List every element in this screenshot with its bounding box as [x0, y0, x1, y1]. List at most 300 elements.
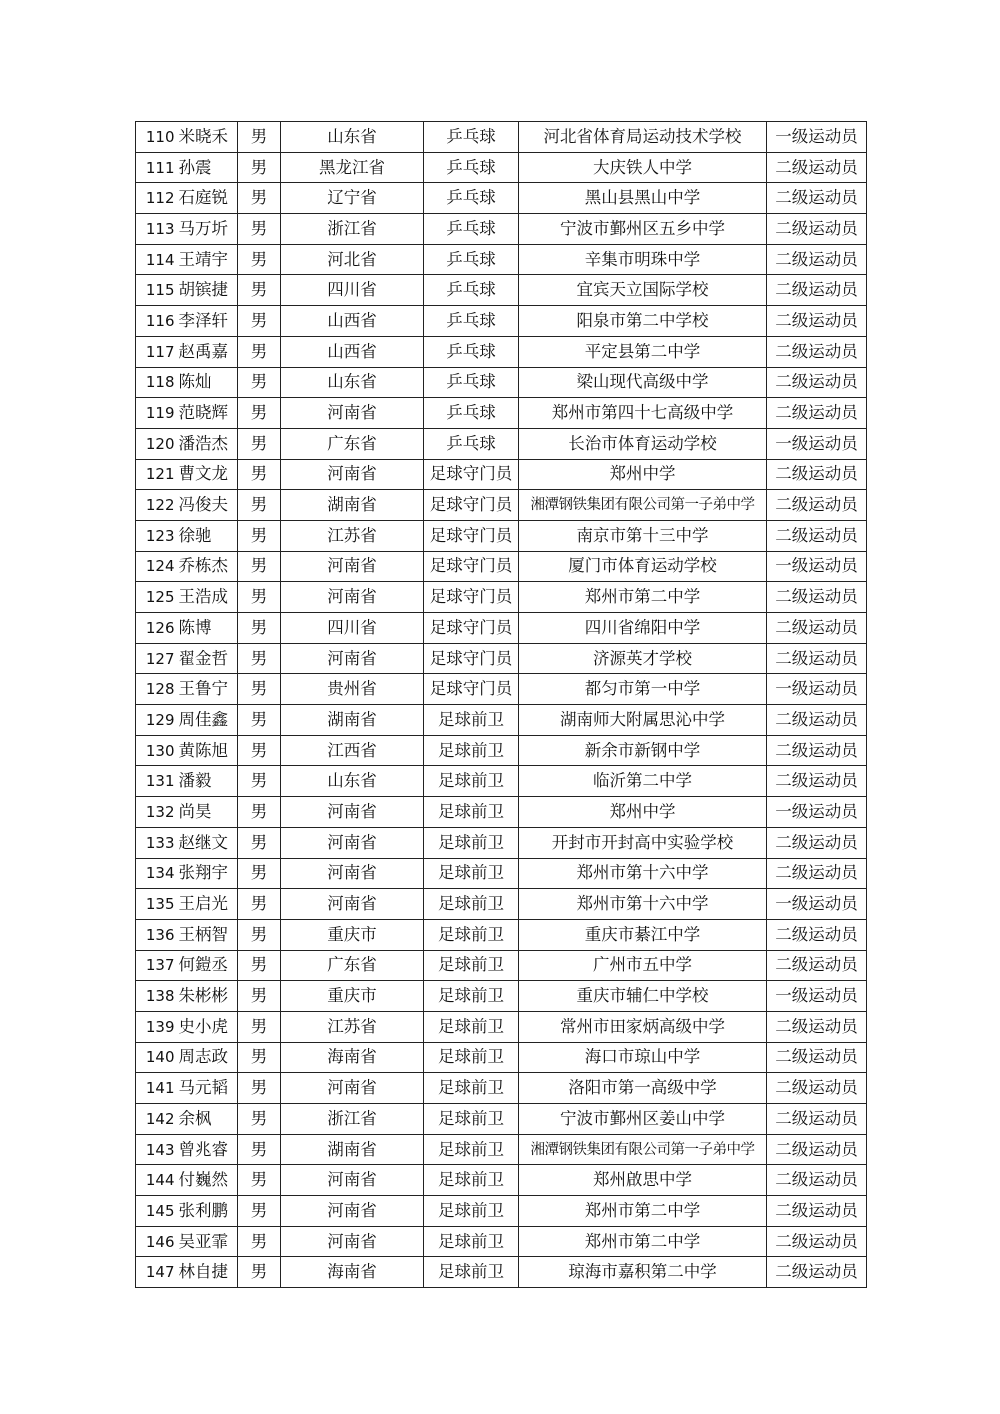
athlete-sport: 足球前卫 — [424, 735, 519, 766]
row-number: 117 — [136, 336, 179, 367]
roster-body — [136, 122, 867, 1288]
table-row — [136, 428, 867, 459]
row-number: 119 — [136, 398, 179, 429]
athlete-sport: 足球前卫 — [424, 1257, 519, 1288]
athlete-sport: 乒乓球 — [424, 152, 519, 183]
athlete-level: 二级运动员 — [767, 183, 867, 214]
row-number: 138 — [136, 981, 179, 1012]
athlete-province: 山东省 — [281, 766, 424, 797]
athlete-name: 范晓辉 — [179, 398, 238, 429]
athlete-province: 河北省 — [281, 244, 424, 275]
athlete-school: 湘潭钢铁集团有限公司第一子弟中学 — [519, 1134, 767, 1165]
athlete-gender: 男 — [238, 889, 281, 920]
row-number: 135 — [136, 889, 179, 920]
row-number: 112 — [136, 183, 179, 214]
athlete-province: 重庆市 — [281, 919, 424, 950]
athlete-province: 山东省 — [281, 122, 424, 153]
athlete-roster-table — [135, 121, 867, 1288]
athlete-sport: 足球守门员 — [424, 674, 519, 705]
athlete-school: 郑州中学 — [519, 797, 767, 828]
athlete-gender: 男 — [238, 214, 281, 245]
row-number: 122 — [136, 490, 179, 521]
table-row — [136, 398, 867, 429]
athlete-province: 江苏省 — [281, 520, 424, 551]
row-number: 133 — [136, 827, 179, 858]
athlete-name: 孙震 — [179, 152, 238, 183]
row-number: 113 — [136, 214, 179, 245]
table-row — [136, 490, 867, 521]
athlete-gender: 男 — [238, 183, 281, 214]
athlete-level: 一级运动员 — [767, 674, 867, 705]
athlete-province: 海南省 — [281, 1042, 424, 1073]
athlete-name: 陈博 — [179, 613, 238, 644]
table-row — [136, 122, 867, 153]
athlete-gender: 男 — [238, 582, 281, 613]
athlete-province: 河南省 — [281, 398, 424, 429]
row-number: 136 — [136, 919, 179, 950]
table-row — [136, 214, 867, 245]
athlete-school: 阳泉市第二中学校 — [519, 306, 767, 337]
athlete-school: 重庆市綦江中学 — [519, 919, 767, 950]
table-row — [136, 1134, 867, 1165]
athlete-province: 河南省 — [281, 827, 424, 858]
athlete-level: 二级运动员 — [767, 336, 867, 367]
row-number: 145 — [136, 1196, 179, 1227]
athlete-gender: 男 — [238, 1011, 281, 1042]
athlete-school: 湖南师大附属思沁中学 — [519, 705, 767, 736]
athlete-school: 宁波市鄞州区五乡中学 — [519, 214, 767, 245]
athlete-sport: 足球守门员 — [424, 490, 519, 521]
table-row — [136, 1011, 867, 1042]
table-row — [136, 275, 867, 306]
athlete-name: 余枫 — [179, 1104, 238, 1135]
row-number: 147 — [136, 1257, 179, 1288]
athlete-gender: 男 — [238, 428, 281, 459]
athlete-gender: 男 — [238, 551, 281, 582]
athlete-name: 徐驰 — [179, 520, 238, 551]
table-row — [136, 1073, 867, 1104]
row-number: 114 — [136, 244, 179, 275]
athlete-sport: 乒乓球 — [424, 183, 519, 214]
athlete-sport: 足球前卫 — [424, 705, 519, 736]
athlete-level: 一级运动员 — [767, 981, 867, 1012]
row-number: 130 — [136, 735, 179, 766]
athlete-sport: 足球守门员 — [424, 551, 519, 582]
table-row — [136, 367, 867, 398]
athlete-school: 济源英才学校 — [519, 643, 767, 674]
athlete-sport: 足球前卫 — [424, 797, 519, 828]
athlete-province: 河南省 — [281, 551, 424, 582]
athlete-name: 何鎧丞 — [179, 950, 238, 981]
athlete-name: 马元韬 — [179, 1073, 238, 1104]
athlete-gender: 男 — [238, 735, 281, 766]
athlete-name: 李泽轩 — [179, 306, 238, 337]
athlete-school: 南京市第十三中学 — [519, 520, 767, 551]
athlete-level: 二级运动员 — [767, 1196, 867, 1227]
athlete-school: 辛集市明珠中学 — [519, 244, 767, 275]
row-number: 132 — [136, 797, 179, 828]
athlete-sport: 乒乓球 — [424, 214, 519, 245]
athlete-province: 四川省 — [281, 613, 424, 644]
athlete-level: 二级运动员 — [767, 244, 867, 275]
athlete-school: 郑州市第四十七高级中学 — [519, 398, 767, 429]
athlete-school: 开封市开封高中实验学校 — [519, 827, 767, 858]
athlete-name: 王启光 — [179, 889, 238, 920]
athlete-sport: 足球前卫 — [424, 981, 519, 1012]
athlete-province: 江苏省 — [281, 1011, 424, 1042]
athlete-gender: 男 — [238, 766, 281, 797]
athlete-name: 米晓禾 — [179, 122, 238, 153]
row-number: 120 — [136, 428, 179, 459]
athlete-gender: 男 — [238, 490, 281, 521]
table-row — [136, 336, 867, 367]
athlete-gender: 男 — [238, 1257, 281, 1288]
athlete-gender: 男 — [238, 306, 281, 337]
athlete-name: 张利鹏 — [179, 1196, 238, 1227]
row-number: 115 — [136, 275, 179, 306]
row-number: 134 — [136, 858, 179, 889]
table-row — [136, 889, 867, 920]
athlete-province: 河南省 — [281, 643, 424, 674]
athlete-school: 郑州市第二中学 — [519, 1196, 767, 1227]
table-row — [136, 1104, 867, 1135]
athlete-gender: 男 — [238, 367, 281, 398]
athlete-school: 长治市体育运动学校 — [519, 428, 767, 459]
athlete-province: 辽宁省 — [281, 183, 424, 214]
athlete-level: 二级运动员 — [767, 490, 867, 521]
athlete-name: 王柄智 — [179, 919, 238, 950]
row-number: 131 — [136, 766, 179, 797]
athlete-level: 二级运动员 — [767, 1165, 867, 1196]
athlete-level: 二级运动员 — [767, 827, 867, 858]
athlete-school: 梁山现代高级中学 — [519, 367, 767, 398]
row-number: 140 — [136, 1042, 179, 1073]
athlete-school: 新余市新钢中学 — [519, 735, 767, 766]
athlete-province: 江西省 — [281, 735, 424, 766]
athlete-level: 二级运动员 — [767, 1257, 867, 1288]
athlete-name: 林自捷 — [179, 1257, 238, 1288]
athlete-province: 浙江省 — [281, 1104, 424, 1135]
athlete-name: 史小虎 — [179, 1011, 238, 1042]
athlete-sport: 乒乓球 — [424, 122, 519, 153]
athlete-level: 二级运动员 — [767, 214, 867, 245]
athlete-name: 吴亚霏 — [179, 1226, 238, 1257]
athlete-gender: 男 — [238, 152, 281, 183]
athlete-province: 广东省 — [281, 950, 424, 981]
table-row — [136, 1257, 867, 1288]
athlete-province: 河南省 — [281, 889, 424, 920]
table-row — [136, 674, 867, 705]
athlete-gender: 男 — [238, 797, 281, 828]
row-number: 125 — [136, 582, 179, 613]
athlete-school: 平定县第二中学 — [519, 336, 767, 367]
athlete-level: 二级运动员 — [767, 459, 867, 490]
athlete-name: 朱彬彬 — [179, 981, 238, 1012]
athlete-level: 二级运动员 — [767, 367, 867, 398]
athlete-level: 二级运动员 — [767, 582, 867, 613]
athlete-province: 黑龙江省 — [281, 152, 424, 183]
athlete-sport: 足球前卫 — [424, 1165, 519, 1196]
athlete-school: 郑州中学 — [519, 459, 767, 490]
row-number: 123 — [136, 520, 179, 551]
athlete-school: 郑州市第十六中学 — [519, 858, 767, 889]
row-number: 143 — [136, 1134, 179, 1165]
athlete-sport: 乒乓球 — [424, 398, 519, 429]
athlete-name: 乔栋杰 — [179, 551, 238, 582]
table-row — [136, 981, 867, 1012]
athlete-gender: 男 — [238, 705, 281, 736]
athlete-level: 一级运动员 — [767, 122, 867, 153]
table-row — [136, 1226, 867, 1257]
athlete-name: 周佳鑫 — [179, 705, 238, 736]
athlete-province: 广东省 — [281, 428, 424, 459]
row-number: 139 — [136, 1011, 179, 1042]
athlete-name: 冯俊夫 — [179, 490, 238, 521]
athlete-level: 一级运动员 — [767, 428, 867, 459]
row-number: 124 — [136, 551, 179, 582]
athlete-province: 河南省 — [281, 1073, 424, 1104]
athlete-name: 周志政 — [179, 1042, 238, 1073]
athlete-province: 河南省 — [281, 582, 424, 613]
athlete-level: 二级运动员 — [767, 398, 867, 429]
row-number: 129 — [136, 705, 179, 736]
athlete-level: 二级运动员 — [767, 1134, 867, 1165]
table-row — [136, 306, 867, 337]
athlete-sport: 乒乓球 — [424, 428, 519, 459]
athlete-sport: 足球守门员 — [424, 643, 519, 674]
athlete-name: 张翔宇 — [179, 858, 238, 889]
athlete-level: 二级运动员 — [767, 1226, 867, 1257]
athlete-sport: 足球守门员 — [424, 520, 519, 551]
table-row — [136, 643, 867, 674]
athlete-school: 厦门市体育运动学校 — [519, 551, 767, 582]
athlete-province: 河南省 — [281, 1226, 424, 1257]
table-row — [136, 827, 867, 858]
athlete-gender: 男 — [238, 950, 281, 981]
athlete-name: 曹文龙 — [179, 459, 238, 490]
athlete-level: 二级运动员 — [767, 643, 867, 674]
athlete-sport: 足球前卫 — [424, 1042, 519, 1073]
athlete-sport: 乒乓球 — [424, 336, 519, 367]
row-number: 144 — [136, 1165, 179, 1196]
table-row — [136, 735, 867, 766]
athlete-gender: 男 — [238, 1196, 281, 1227]
athlete-province: 湖南省 — [281, 490, 424, 521]
athlete-gender: 男 — [238, 275, 281, 306]
row-number: 111 — [136, 152, 179, 183]
athlete-level: 二级运动员 — [767, 766, 867, 797]
athlete-sport: 足球前卫 — [424, 827, 519, 858]
table-row — [136, 613, 867, 644]
athlete-province: 海南省 — [281, 1257, 424, 1288]
athlete-level: 二级运动员 — [767, 950, 867, 981]
athlete-gender: 男 — [238, 459, 281, 490]
athlete-gender: 男 — [238, 1073, 281, 1104]
athlete-province: 河南省 — [281, 797, 424, 828]
athlete-gender: 男 — [238, 336, 281, 367]
table-row — [136, 950, 867, 981]
athlete-level: 二级运动员 — [767, 705, 867, 736]
athlete-level: 二级运动员 — [767, 306, 867, 337]
athlete-name: 陈灿 — [179, 367, 238, 398]
athlete-level: 二级运动员 — [767, 1042, 867, 1073]
athlete-sport: 乒乓球 — [424, 244, 519, 275]
athlete-province: 河南省 — [281, 858, 424, 889]
athlete-gender: 男 — [238, 827, 281, 858]
athlete-sport: 足球前卫 — [424, 1073, 519, 1104]
athlete-school: 郑州市第二中学 — [519, 1226, 767, 1257]
table-row — [136, 244, 867, 275]
row-number: 142 — [136, 1104, 179, 1135]
athlete-name: 王浩成 — [179, 582, 238, 613]
athlete-level: 二级运动员 — [767, 152, 867, 183]
athlete-school: 海口市琼山中学 — [519, 1042, 767, 1073]
athlete-level: 二级运动员 — [767, 520, 867, 551]
athlete-level: 一级运动员 — [767, 551, 867, 582]
athlete-sport: 足球守门员 — [424, 613, 519, 644]
athlete-province: 浙江省 — [281, 214, 424, 245]
athlete-school: 宁波市鄞州区姜山中学 — [519, 1104, 767, 1135]
table-row — [136, 1165, 867, 1196]
row-number: 128 — [136, 674, 179, 705]
athlete-sport: 足球前卫 — [424, 858, 519, 889]
table-row — [136, 582, 867, 613]
athlete-province: 山西省 — [281, 306, 424, 337]
athlete-name: 翟金哲 — [179, 643, 238, 674]
athlete-school: 琼海市嘉积第二中学 — [519, 1257, 767, 1288]
athlete-province: 湖南省 — [281, 1134, 424, 1165]
athlete-school: 湘潭钢铁集团有限公司第一子弟中学 — [519, 490, 767, 521]
athlete-sport: 乒乓球 — [424, 275, 519, 306]
table-row — [136, 797, 867, 828]
athlete-name: 潘毅 — [179, 766, 238, 797]
table-row — [136, 459, 867, 490]
athlete-province: 山东省 — [281, 367, 424, 398]
athlete-sport: 足球前卫 — [424, 1226, 519, 1257]
athlete-gender: 男 — [238, 398, 281, 429]
table-row — [136, 520, 867, 551]
athlete-level: 二级运动员 — [767, 919, 867, 950]
athlete-province: 河南省 — [281, 1165, 424, 1196]
athlete-name: 王靖宇 — [179, 244, 238, 275]
athlete-level: 二级运动员 — [767, 613, 867, 644]
table-row — [136, 766, 867, 797]
athlete-level: 二级运动员 — [767, 1011, 867, 1042]
athlete-gender: 男 — [238, 674, 281, 705]
athlete-sport: 足球前卫 — [424, 1134, 519, 1165]
table-row — [136, 1042, 867, 1073]
athlete-school: 大庆铁人中学 — [519, 152, 767, 183]
athlete-name: 潘浩杰 — [179, 428, 238, 459]
row-number: 110 — [136, 122, 179, 153]
athlete-name: 尚昊 — [179, 797, 238, 828]
athlete-name: 石庭锐 — [179, 183, 238, 214]
athlete-gender: 男 — [238, 858, 281, 889]
athlete-school: 临沂第二中学 — [519, 766, 767, 797]
athlete-name: 马万圻 — [179, 214, 238, 245]
athlete-sport: 足球前卫 — [424, 919, 519, 950]
athlete-school: 黑山县黑山中学 — [519, 183, 767, 214]
athlete-province: 重庆市 — [281, 981, 424, 1012]
athlete-name: 曾兆睿 — [179, 1134, 238, 1165]
athlete-gender: 男 — [238, 1104, 281, 1135]
athlete-gender: 男 — [238, 981, 281, 1012]
table-row — [136, 705, 867, 736]
row-number: 146 — [136, 1226, 179, 1257]
table-row — [136, 858, 867, 889]
athlete-level: 二级运动员 — [767, 275, 867, 306]
athlete-school: 都匀市第一中学 — [519, 674, 767, 705]
athlete-name: 赵禹嘉 — [179, 336, 238, 367]
athlete-level: 一级运动员 — [767, 889, 867, 920]
athlete-level: 二级运动员 — [767, 1073, 867, 1104]
athlete-sport: 足球前卫 — [424, 889, 519, 920]
athlete-gender: 男 — [238, 1226, 281, 1257]
row-number: 141 — [136, 1073, 179, 1104]
athlete-gender: 男 — [238, 919, 281, 950]
athlete-school: 洛阳市第一高级中学 — [519, 1073, 767, 1104]
athlete-sport: 足球守门员 — [424, 459, 519, 490]
athlete-name: 王鲁宁 — [179, 674, 238, 705]
table-row — [136, 183, 867, 214]
athlete-school: 郑州市第二中学 — [519, 582, 767, 613]
athlete-school: 河北省体育局运动技术学校 — [519, 122, 767, 153]
athlete-school: 重庆市辅仁中学校 — [519, 981, 767, 1012]
athlete-sport: 乒乓球 — [424, 306, 519, 337]
table-row — [136, 919, 867, 950]
athlete-level: 一级运动员 — [767, 797, 867, 828]
athlete-sport: 足球前卫 — [424, 1196, 519, 1227]
athlete-gender: 男 — [238, 613, 281, 644]
athlete-province: 河南省 — [281, 459, 424, 490]
athlete-level: 二级运动员 — [767, 735, 867, 766]
athlete-sport: 足球前卫 — [424, 766, 519, 797]
athlete-school: 广州市五中学 — [519, 950, 767, 981]
athlete-school: 郑州啟思中学 — [519, 1165, 767, 1196]
table-row — [136, 551, 867, 582]
athlete-sport: 足球前卫 — [424, 1104, 519, 1135]
athlete-gender: 男 — [238, 1134, 281, 1165]
row-number: 127 — [136, 643, 179, 674]
athlete-gender: 男 — [238, 122, 281, 153]
athlete-name: 付巍然 — [179, 1165, 238, 1196]
athlete-gender: 男 — [238, 520, 281, 551]
athlete-name: 胡镔捷 — [179, 275, 238, 306]
athlete-sport: 足球前卫 — [424, 1011, 519, 1042]
athlete-level: 二级运动员 — [767, 858, 867, 889]
athlete-province: 山西省 — [281, 336, 424, 367]
row-number: 137 — [136, 950, 179, 981]
athlete-school: 宜宾天立国际学校 — [519, 275, 767, 306]
row-number: 121 — [136, 459, 179, 490]
athlete-sport: 足球守门员 — [424, 582, 519, 613]
athlete-name: 黄陈旭 — [179, 735, 238, 766]
athlete-province: 湖南省 — [281, 705, 424, 736]
athlete-province: 河南省 — [281, 1196, 424, 1227]
row-number: 118 — [136, 367, 179, 398]
athlete-level: 二级运动员 — [767, 1104, 867, 1135]
table-row — [136, 1196, 867, 1227]
athlete-gender: 男 — [238, 643, 281, 674]
athlete-province: 四川省 — [281, 275, 424, 306]
athlete-province: 贵州省 — [281, 674, 424, 705]
athlete-gender: 男 — [238, 1165, 281, 1196]
row-number: 116 — [136, 306, 179, 337]
athlete-school: 郑州市第十六中学 — [519, 889, 767, 920]
athlete-sport: 乒乓球 — [424, 367, 519, 398]
athlete-name: 赵继文 — [179, 827, 238, 858]
table-row — [136, 152, 867, 183]
